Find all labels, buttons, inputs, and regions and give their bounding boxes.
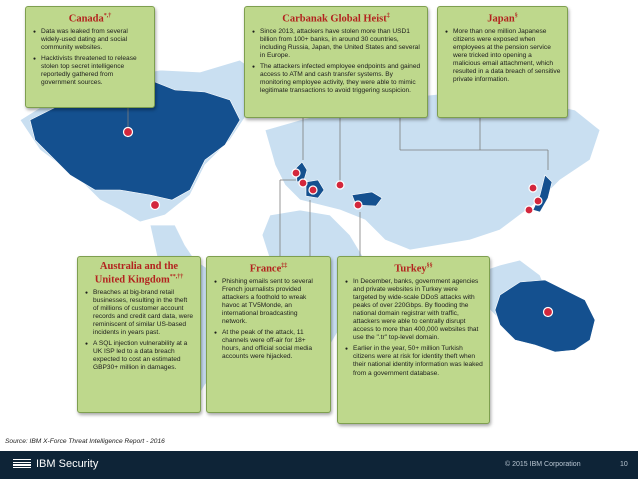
- ibm-logo-icon: [13, 459, 31, 471]
- marker-japan-2: [534, 197, 542, 205]
- page-number: 10: [620, 461, 628, 468]
- canada-item: ● Hacktivists threatened to release stolen top secret intelligence reportedly gathered from government sources.: [41, 55, 148, 87]
- turkey-title: Turkey§§: [394, 263, 433, 275]
- japan-title: Japan§: [487, 13, 518, 25]
- australia-uk-item: ● A SQL injection vulnerability at a UK ISP led to a data breach expected to cost an estimated GBP30+ million in damages.: [93, 340, 194, 372]
- turkey-item: ● In December, banks, government agencies and private websites in Turkey were targeted by wide-scale DDoS attacks with peaks of over 220Gbps. By flooding the national domain registrar with traffic, attackers were able to centrally disrupt access to more than 400,000 websites that use the ".tr" top-level domain.: [353, 278, 483, 343]
- canada-item: ● Data was leaked from several widely-used dating and social community websites.: [41, 28, 148, 52]
- copyright: © 2015 IBM Corporation: [505, 461, 581, 468]
- carbanak-item: ● The attackers infected employee endpoints and gained access to ATM and cash transfer systems. By monitoring employee activity, they were able to mimic legitimate transactions to avoid triggering suspicion.: [260, 63, 421, 95]
- australia-uk-title: Australia and the United Kingdom**,††: [94, 261, 184, 286]
- source-note: Source: IBM X-Force Threat Intelligence Report - 2016: [5, 438, 165, 445]
- australia-uk-item: ● Breaches at big-brand retail businesses, resulting in the theft of millions of customer account records and credit card data, were reminiscent of similar US-based incidents in years past.: [93, 289, 194, 338]
- marker-usa: [151, 201, 160, 210]
- france-title: France‡‡: [249, 263, 288, 275]
- marker-australia: [544, 308, 553, 317]
- carbanak-box: [244, 6, 428, 118]
- marker-canada: [124, 128, 133, 137]
- france-item: ● At the peak of the attack, 11 channels were off-air for 18+ hours, and official social media accounts were hijacked.: [222, 329, 324, 361]
- japan-item: ● More than one million Japanese citizens were exposed when employees at the pension service were tricked into opening a malicious email attachment, which resulted in a data breach of sensitive private information.: [453, 28, 561, 85]
- carbanak-item: ● Since 2013, attackers have stolen more than USD1 billion from 100+ banks, in around 30 countries, including Russia, Japan, the United States and several in Europe.: [260, 28, 421, 60]
- marker-france-north: [299, 179, 307, 187]
- turkey-item: ● Earlier in the year, 50+ million Turkish citizens were at risk for identity theft when their national identity information was leaked from a government database.: [353, 345, 483, 377]
- france-box: [206, 256, 331, 413]
- marker-france: [309, 186, 317, 194]
- marker-europe: [336, 181, 344, 189]
- marker-turkey: [354, 201, 362, 209]
- marker-japan-3: [525, 206, 533, 214]
- footer-bar: [0, 451, 638, 479]
- carbanak-title: Carbanak Global Heist‡: [282, 13, 390, 25]
- brand-name: IBM Security: [36, 458, 99, 470]
- canada-title: Canada*,†: [68, 13, 112, 25]
- france-item: ● Phishing emails sent to several French journalists provided attackers a foothold to wreak havoc at TV5Monde, an international broadcasting network.: [222, 278, 324, 327]
- canada-box: [25, 6, 155, 108]
- turkey-box: [337, 256, 490, 424]
- australia-uk-box: [77, 256, 201, 413]
- marker-japan-1: [529, 184, 537, 192]
- marker-uk: [292, 169, 300, 177]
- japan-box: [437, 6, 568, 118]
